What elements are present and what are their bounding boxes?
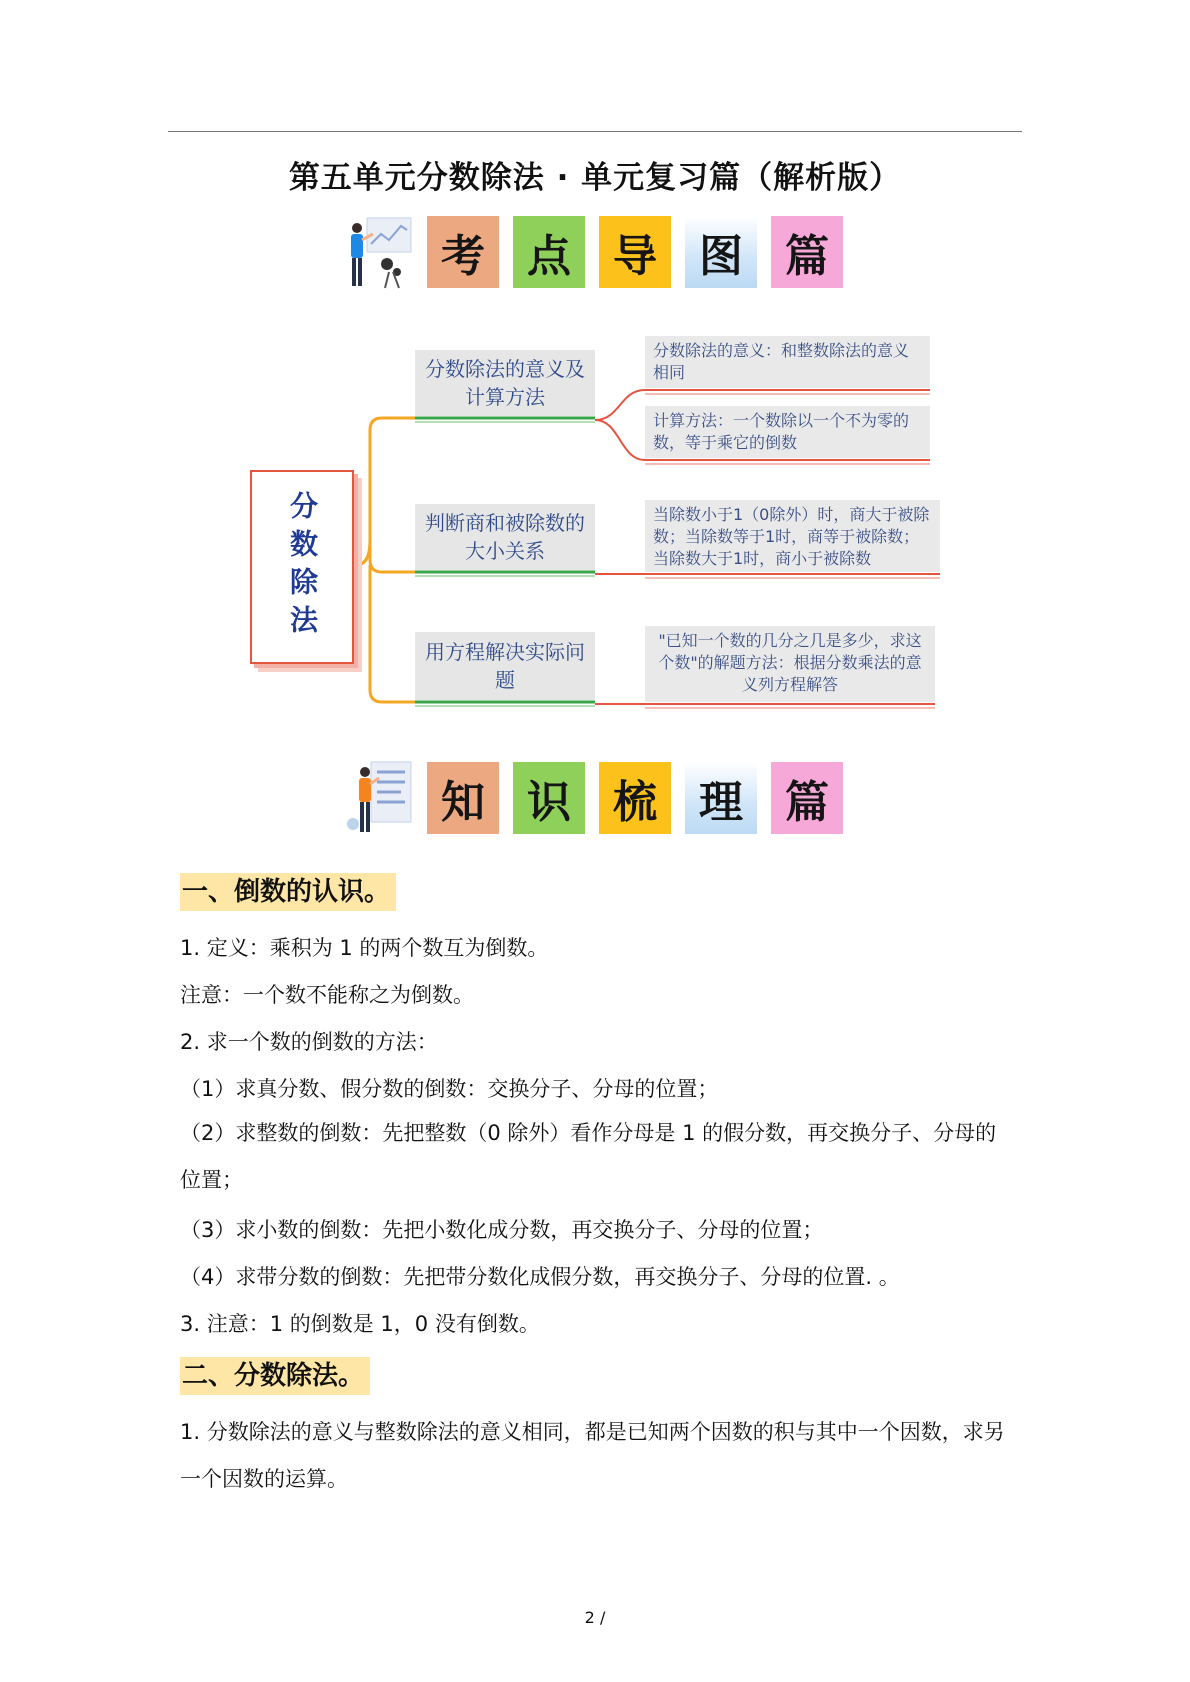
paragraph: 3. 注意：1 的倒数是 1，0 没有倒数。 — [180, 1312, 540, 1336]
mind-map-leaf — [645, 406, 930, 458]
mind-map-branch — [415, 632, 595, 700]
mind-map-leaf — [645, 500, 940, 572]
paragraph: （1）求真分数、假分数的倒数：交换分子、分母的位置； — [180, 1077, 719, 1101]
mind-map-branch — [415, 504, 595, 570]
paragraph: （2）求整数的倒数：先把整数（0 除外）看作分母是 1 的假分数，再交换分子、分母的位置； — [180, 1121, 997, 1192]
mind-map — [240, 330, 950, 715]
banner-tile: 篇 — [771, 762, 843, 834]
leaf-text: 分数除法的意义：和整数除法的意义相同 — [653, 341, 910, 382]
mind-map-leaf — [645, 626, 935, 702]
paragraph: 2. 求一个数的倒数的方法： — [180, 1030, 438, 1054]
banner-tile: 导 — [599, 216, 671, 288]
page-title: 第五单元分数除法 · 单元复习篇（解析版） — [288, 160, 902, 196]
branch-label: 判断商和被除数的大小关系 — [425, 511, 585, 563]
banner-tile: 考 — [427, 216, 499, 288]
banner-tile: 梳 — [599, 762, 671, 834]
banner-tile: 图 — [685, 216, 757, 288]
paragraph: 1. 定义：乘积为 1 的两个数互为倒数。 — [180, 936, 549, 960]
mind-map-leaf — [645, 336, 930, 388]
leaf-text: "已知一个数的几分之几是多少，求这个数"的解题方法：根据分数乘法的意义列方程解答 — [658, 631, 922, 694]
header-rule — [168, 131, 1022, 132]
banner-tile: 理 — [685, 762, 757, 834]
page-number: 2 / — [584, 1608, 606, 1627]
leaf-text: 计算方法：一个数除以一个不为零的数，等于乘它的倒数 — [653, 411, 910, 452]
banner-zhishi — [345, 758, 845, 838]
leaf-text: 当除数小于1（0除外）时，商大于被除数；当除数等于1时，商等于被除数；当除数大于1时，商小于被除数 — [653, 505, 930, 568]
banner-tile: 点 — [513, 216, 585, 288]
paragraph: 注意：一个数不能称之为倒数。 — [180, 983, 474, 1007]
branch-label: 分数除法的意义及计算方法 — [425, 357, 585, 409]
section-heading: 一、倒数的认识。 — [180, 873, 396, 911]
presenter-illustration-icon — [345, 758, 415, 838]
section-heading: 二、分数除法。 — [180, 1357, 370, 1395]
mind-map-root-label: 分数除法 — [286, 491, 319, 643]
paragraph: （3）求小数的倒数：先把小数化成分数，再交换分子、分母的位置； — [180, 1218, 824, 1242]
mind-map-branch — [415, 350, 595, 416]
paragraph: （4）求带分数的倒数：先把带分数化成假分数，再交换分子、分母的位置. 。 — [180, 1265, 900, 1289]
banner-kaodian — [345, 212, 845, 292]
banner-tile: 识 — [513, 762, 585, 834]
presenter-illustration-icon — [345, 212, 415, 292]
paragraph: 1. 分数除法的意义与整数除法的意义相同，都是已知两个因数的积与其中一个因数，求另一个因数的运算。 — [180, 1420, 1005, 1491]
branch-label: 用方程解决实际问题 — [425, 640, 585, 692]
banner-tile: 知 — [427, 762, 499, 834]
mind-map-root — [250, 470, 354, 664]
banner-tile: 篇 — [771, 216, 843, 288]
